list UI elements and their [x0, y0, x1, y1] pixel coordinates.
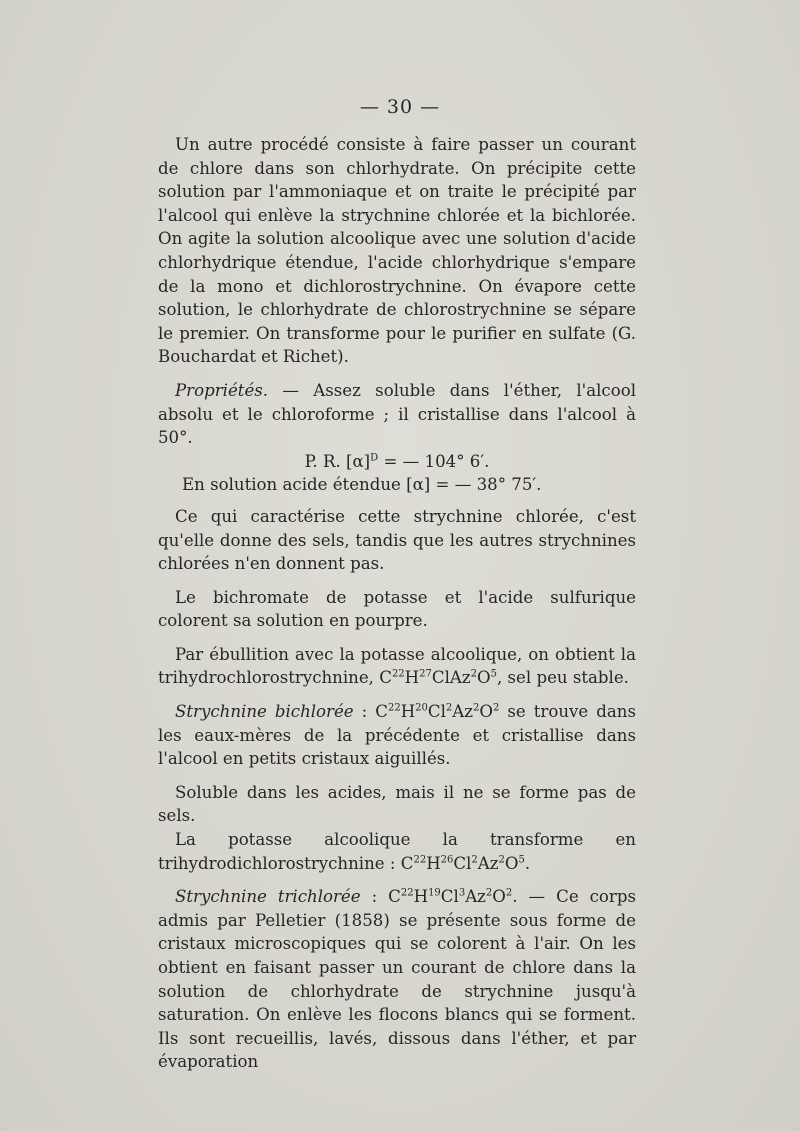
p9-f8: O — [492, 887, 506, 907]
p6-f5: 2 — [445, 702, 453, 714]
p6-f3: 20 — [415, 702, 428, 714]
p8-f4: Cl — [453, 853, 472, 873]
section-heading-trichloree: Strychnine trichlorée — [175, 887, 361, 907]
p8-f9: 5 — [518, 854, 525, 866]
paragraph-trichloree — [158, 885, 636, 1074]
p5-f6: O — [477, 668, 491, 688]
p6-f6: Az — [452, 702, 474, 722]
p8-f1: 22 — [413, 854, 427, 866]
p5-f7: 5 — [490, 668, 497, 680]
p8-f6: Az — [477, 853, 499, 873]
p9-f4: Cl — [440, 887, 459, 907]
p5-end: , sel peu stable. — [496, 668, 629, 688]
p9-f2: H — [413, 887, 429, 907]
p8-f2: H — [426, 853, 441, 873]
p6-f7: 2 — [473, 702, 480, 714]
p5-f4: ClAz — [431, 668, 471, 688]
p6-f2: H — [400, 702, 416, 722]
p8-f7: 2 — [498, 854, 505, 866]
p5-f2: H — [404, 668, 420, 688]
paragraph-bichromate: Le bichromate de potasse et l'acide sulfurique colorent sa solution en pourpre. — [158, 587, 636, 631]
paragraph-ebullition — [158, 643, 636, 690]
p9-f9: 2 — [505, 887, 513, 899]
paragraph-caracterise: Ce qui caractérise cette strychnine chlorée, c'est qu'elle donne des sels, tandis que les autres strychnines chlorées n'en donnent pas. — [158, 506, 636, 574]
p6-f8: O — [479, 702, 494, 722]
formula1-sup: D — [370, 452, 379, 464]
p9-f3: 19 — [428, 887, 441, 899]
p6-end: se trouve dans les eaux-mères de la précédente et cristallise dans l'alcool en petits cristaux aiguillés. — [158, 702, 636, 769]
p9-f7: 2 — [485, 887, 493, 899]
p8-end: . — [524, 853, 531, 873]
p6-sep: : C — [353, 702, 388, 722]
p6-f1: 22 — [387, 702, 401, 714]
p6-f9: 2 — [493, 702, 500, 714]
p6-f4: Cl — [427, 702, 446, 722]
p5-start: Par ébullition avec la potasse alcoolique, on obtient la trihydrochlorostrychnine, C — [158, 644, 636, 688]
p8-f3: 26 — [440, 854, 454, 866]
formula1-suffix: = — 104° 6′. — [378, 451, 490, 471]
p8-f8: O — [504, 853, 519, 873]
p8-f5: 2 — [471, 854, 478, 866]
p9-end: . — Ce corps admis par Pelletier (1858) se présente sous forme de cristaux microscopiques qui se colorent à l'air. On les obtient en faisant passer un courant de chlore dans la solution de chlorhydrate de strychnine jusqu'à saturation. On enlève les flocons blancs qui se forment. Ils sont recueillis, lavés, dissous dans l'éther, et par évaporation — [158, 887, 636, 1072]
p5-f3: 27 — [419, 668, 432, 680]
paragraph-proprietes — [158, 379, 636, 450]
section-heading-proprietes: Propriétés. — [175, 380, 269, 400]
section-heading-bichloree: Strychnine bichlorée — [175, 702, 354, 722]
p9-sep: : C — [360, 887, 401, 907]
formula-acid-solution: En solution acide étendue [α] = — 38° 75′. — [182, 475, 542, 495]
page-number: — 30 — — [359, 96, 441, 118]
p5-f5: 2 — [470, 668, 477, 680]
paragraph-procede: Un autre procédé consiste à faire passer un courant de chlore dans son chlorhydrate. On précipite cette solution par l'ammoniaque et on traite le précipité par l'alcool qui enlève la strychnine chlorée et la bichlorée. On agite la solution alcoolique avec une solution d'acide chlorhydrique étendue, l'acide chlorhydrique s'empare de la mono et dichlorostrychnine. On évapore cette solution, le chlorhydrate de chlorostrychnine se sépare le premier. On transforme pour le purifier en sulfate (G. Bouchardat et Richet). — [158, 135, 636, 367]
proprietes-text: — Assez soluble dans l'éther, l'alcool absolu et le chloroforme ; il cristallise dans l'alcool à 50°. — [158, 380, 636, 448]
p5-f1: 22 — [391, 668, 405, 680]
paragraph-soluble: Soluble dans les acides, mais il ne se forme pas de sels. — [158, 782, 636, 826]
p9-f6: Az — [465, 887, 486, 907]
formula-rotatory-power — [158, 450, 636, 474]
formula1-prefix: P. R. [α] — [304, 451, 371, 471]
p9-f5: 3 — [458, 887, 466, 899]
paragraph-bichloree — [158, 700, 636, 771]
paragraph-potasse — [158, 828, 636, 875]
p8-start: La potasse alcoolique la transforme en trihydrodichlorostrychnine : C — [158, 830, 636, 873]
p9-f1: 22 — [400, 887, 414, 899]
body-text — [158, 133, 636, 1084]
